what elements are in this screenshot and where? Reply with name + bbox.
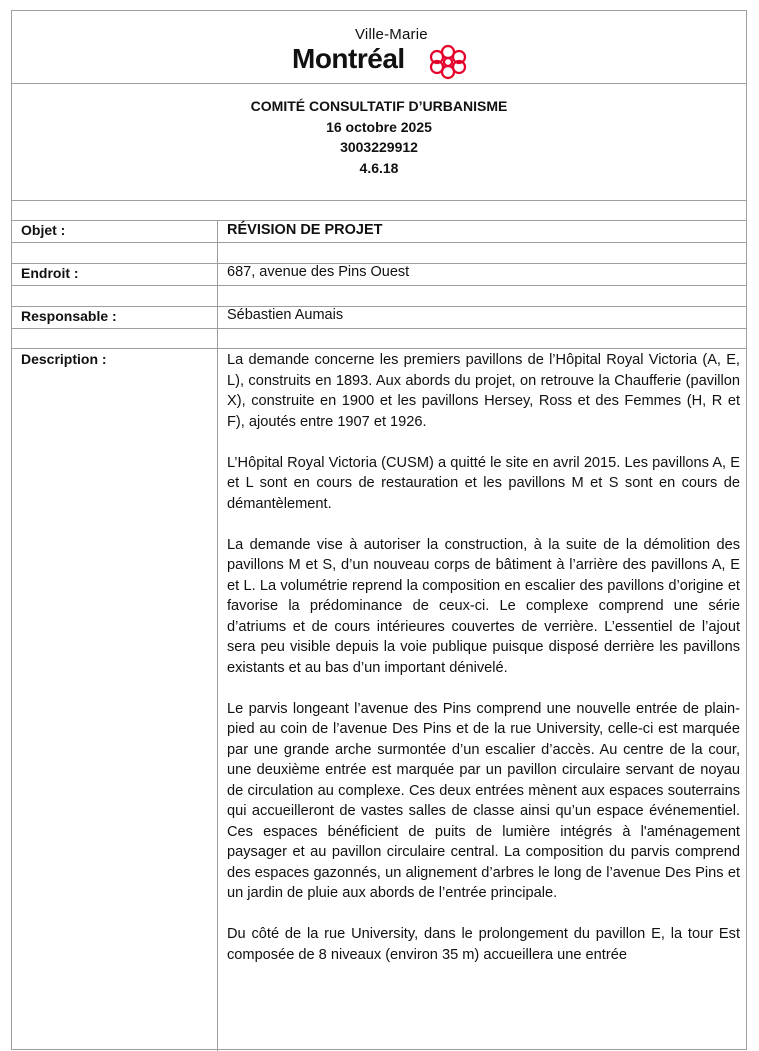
document-header (12, 96, 746, 178)
objet-value: RÉVISION DE PROJET (227, 222, 383, 238)
logo-subtitle: Ville-Marie (355, 26, 428, 43)
divider (12, 285, 746, 286)
description-paragraph: La demande concerne les premiers pavillons de l’Hôpital Royal Victoria (A, E, L), construits en 1893. Aux abords du projet, on retrouve la Chaufferie (pavillon X), construite en 1900 et les pavillons Hersey, Ross et des Femmes (H, R et F), ajoutés entre 1907 et 1926. (227, 352, 740, 430)
committee-title: COMITÉ CONSULTATIF D’URBANISME (250, 98, 508, 114)
item-number: 4.6.18 (359, 159, 399, 176)
description-label: Description : (21, 351, 107, 367)
endroit-label: Endroit : (21, 265, 79, 281)
responsable-value: Sébastien Aumais (227, 307, 344, 323)
divider (12, 348, 746, 349)
description-paragraph: La demande vise à autoriser la construction, à la suite de la démolition des pavillons M et S, d’un nouveau corps de bâtiment à l’arrière des pavillons A, E et L. La volumétrie reprend la composition en escalier des pavillons d’origine et favorise la prédominance de ceux-ci. Le complexe comprend une série d’atriums et de cours intérieures couvertes de verrière. L’essentiel de l’ajout sera peu visible depuis la voie publique puisque disposé derrière les pavillons existants et au bas d’un important dénivelé. (227, 536, 740, 676)
meeting-date: 16 octobre 2025 (326, 118, 432, 135)
montreal-flower-icon (428, 44, 468, 80)
description-paragraph: Du côté de la rue University, dans le prolongement du pavillon E, la tour Est composée de 8 niveaux (environ 35 m) accueillera une entrée (227, 926, 740, 963)
divider (12, 200, 746, 201)
responsable-label: Responsable : (21, 308, 117, 324)
divider (12, 328, 746, 329)
objet-label: Objet : (21, 222, 66, 238)
divider (12, 306, 746, 307)
logo-title: Montréal (292, 43, 405, 74)
logo-area (12, 11, 746, 84)
column-divider (217, 220, 218, 1051)
description-paragraph: Le parvis longeant l’avenue des Pins comprend une nouvelle entrée de plain-pied au coin de l’avenue Des Pins et de la rue University, celle-ci est marquée par une grande arche surmontée d’un escalier d’accès. Au centre de la cour, une deuxième entrée est marquée par un pavillon circulaire servant de noyau de circulation au complexe. Ces deux entrées mènent aux espaces souterrains qui accueilleront de vastes salles de classe ainsi qu’un espace événementiel. Ces espaces bénéficient de puits de lumière intégrés à l'aménagement paysager et au pavillon circulaire central. La composition du parvis comprend des espaces gazonnés, un alignement d’arbres le long de l’avenue Des Pins et un jardin de pluie aux abords de l’entrée principale. (227, 700, 740, 901)
file-number: 3003229912 (340, 139, 418, 155)
divider (12, 220, 746, 221)
endroit-value: 687, avenue des Pins Ouest (227, 264, 410, 280)
divider (12, 242, 746, 243)
description-paragraph: L’Hôpital Royal Victoria (CUSM) a quitté le site en avril 2015. Les pavillons A, E et L sont en cours de restauration et les pavillons M et S sont en cours de démantèlement. (227, 454, 740, 512)
description-text (227, 350, 740, 986)
document-page (11, 10, 747, 1050)
